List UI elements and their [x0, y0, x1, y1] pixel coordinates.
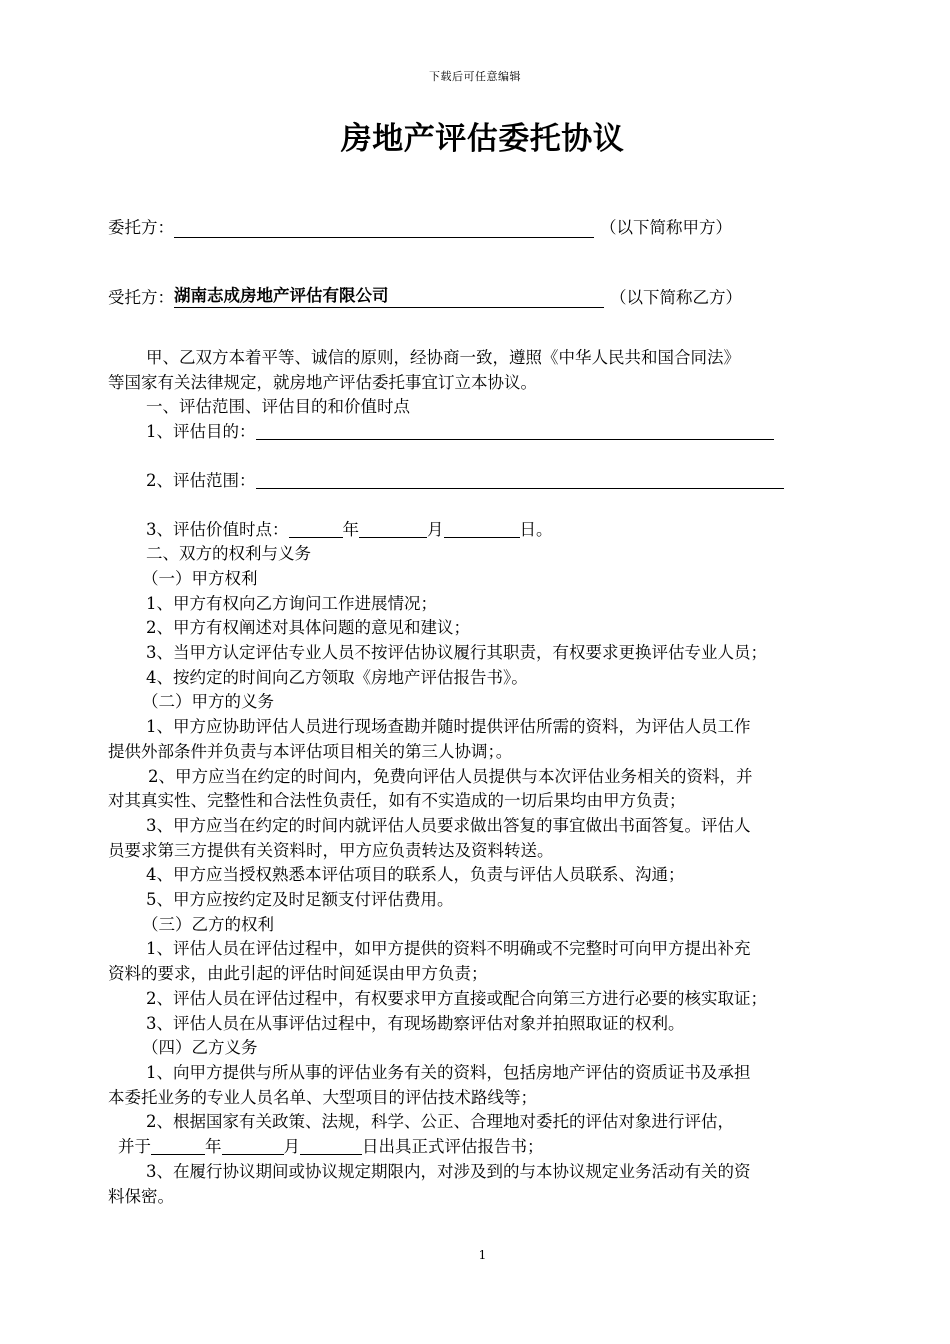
scope-label: 2、评估范围：	[146, 470, 256, 490]
a-rights-item: 2、甲方有权阐述对具体问题的意见和建议；	[146, 618, 470, 638]
a-duties-item4: 4、甲方应当授权熟悉本评估项目的联系人，负责与评估人员联系、沟通；	[146, 865, 685, 885]
valuation-month-blank[interactable]	[359, 519, 427, 538]
client-label: 委托方：	[108, 218, 174, 237]
a-rights-item: 4、按约定的时间向乙方领取《房地产评估报告书》。	[146, 667, 528, 687]
trustee-name: 湖南志成房地产评估有限公司	[174, 285, 604, 308]
a-rights-item: 3、当甲方认定评估专业人员不按评估协议履行其职责，有权要求更换评估专业人员；	[146, 643, 767, 663]
b-rights-item2: 2、评估人员在评估过程中，有权要求甲方直接或配合向第三方进行必要的核实取证；	[146, 988, 767, 1008]
valuation-day-blank[interactable]	[444, 519, 520, 538]
section1-heading: 一、评估范围、评估目的和价值时点	[146, 397, 410, 417]
intro-line-2: 等国家有关法律规定，就房地产评估委托事宜订立本协议。	[108, 372, 537, 392]
page-number: 1	[478, 1248, 487, 1262]
valuation-year-unit: 年	[342, 519, 359, 539]
purpose-line	[108, 420, 853, 445]
agreement-body	[108, 346, 853, 1209]
b-duties-item3-line1: 3、在履行协议期间或协议规定期限内，对涉及到的与本协议规定业务活动有关的资	[146, 1161, 751, 1181]
section2-heading: 二、双方的权利与义务	[146, 544, 311, 564]
b-rights-item3: 3、评估人员在从事评估过程中，有现场勘察评估对象并拍照取证的权利。	[146, 1013, 685, 1033]
intro-line-1: 甲、乙双方本着平等、诚信的原则，经协商一致，遵照《中华人民共和国合同法》	[146, 348, 740, 367]
report-date-prefix: 并于	[118, 1137, 151, 1157]
trustee-label: 受托方：	[108, 288, 174, 307]
b-duties-heading: （四）乙方义务	[142, 1038, 258, 1058]
a-duties-item3-line1: 3、甲方应当在约定的时间内就评估人员要求做出答复的事宜做出书面答复。评估人	[146, 815, 751, 835]
report-year-blank[interactable]	[151, 1136, 205, 1155]
report-day-blank[interactable]	[300, 1136, 362, 1155]
scope-line	[108, 469, 853, 494]
a-duties-item3-line2: 员要求第三方提供有关资料时，甲方应负责转达及资料转送。	[108, 840, 554, 860]
a-duties-heading: （二）甲方的义务	[142, 692, 274, 712]
client-name-blank[interactable]	[174, 215, 594, 238]
valuation-year-blank[interactable]	[289, 519, 343, 538]
a-duties-item2-line2: 对其真实性、完整性和合法性负责任，如有不实造成的一切后果均由甲方负责；	[108, 791, 686, 811]
b-rights-item1-line1: 1、评估人员在评估过程中，如甲方提供的资料不明确或不完整时可向甲方提出补充	[146, 939, 751, 959]
valuation-date-line	[108, 518, 853, 543]
trustee-suffix: （以下简称乙方）	[610, 288, 742, 307]
a-duties-item1-line2: 提供外部条件并负责与本评估项目相关的第三人协调；。	[108, 741, 513, 761]
document-title: 房地产评估委托协议	[340, 121, 625, 157]
b-duties-item3-line2: 料保密。	[108, 1186, 174, 1206]
b-duties-item2-line2	[108, 1135, 853, 1160]
b-duties-item1-line2: 本委托业务的专业人员名单、大型项目的评估技术路线等；	[108, 1087, 537, 1107]
report-year-unit: 年	[205, 1137, 222, 1157]
client-suffix: （以下简称甲方）	[600, 218, 732, 237]
header-note: 下载后可任意编辑	[429, 70, 521, 83]
b-rights-item1-line2: 资料的要求，由此引起的评估时间延误由甲方负责；	[108, 964, 488, 984]
trustee-line	[108, 282, 742, 308]
a-duties-item5: 5、甲方应按约定及时足额支付评估费用。	[146, 890, 454, 910]
b-rights-heading: （三）乙方的权利	[142, 914, 274, 934]
a-duties-item2-line1: 2、甲方应当在约定的时间内，免费向评估人员提供与本次评估业务相关的资料，并	[148, 766, 753, 786]
client-line	[108, 212, 732, 238]
scope-blank[interactable]	[256, 470, 784, 489]
valuation-month-unit: 月	[427, 519, 444, 539]
b-duties-item2-line1: 2、根据国家有关政策、法规，科学、公正、合理地对委托的评估对象进行评估，	[146, 1112, 734, 1132]
a-rights-item: 1、甲方有权向乙方询问工作进展情况；	[146, 593, 437, 613]
report-date-end: 日出具正式评估报告书；	[362, 1137, 544, 1157]
b-duties-item1-line1: 1、向甲方提供与所从事的评估业务有关的资料，包括房地产评估的资质证书及承担	[146, 1062, 751, 1082]
a-rights-heading: （一）甲方权利	[142, 568, 258, 588]
purpose-blank[interactable]	[256, 421, 774, 440]
report-month-blank[interactable]	[222, 1136, 284, 1155]
purpose-label: 1、评估目的：	[146, 422, 256, 442]
report-month-unit: 月	[283, 1137, 300, 1157]
valuation-day-unit: 日。	[519, 519, 553, 539]
valuation-date-label: 3、评估价值时点：	[146, 519, 289, 539]
a-duties-item1-line1: 1、甲方应协助评估人员进行现场查勘并随时提供评估所需的资料，为评估人员工作	[146, 717, 751, 737]
